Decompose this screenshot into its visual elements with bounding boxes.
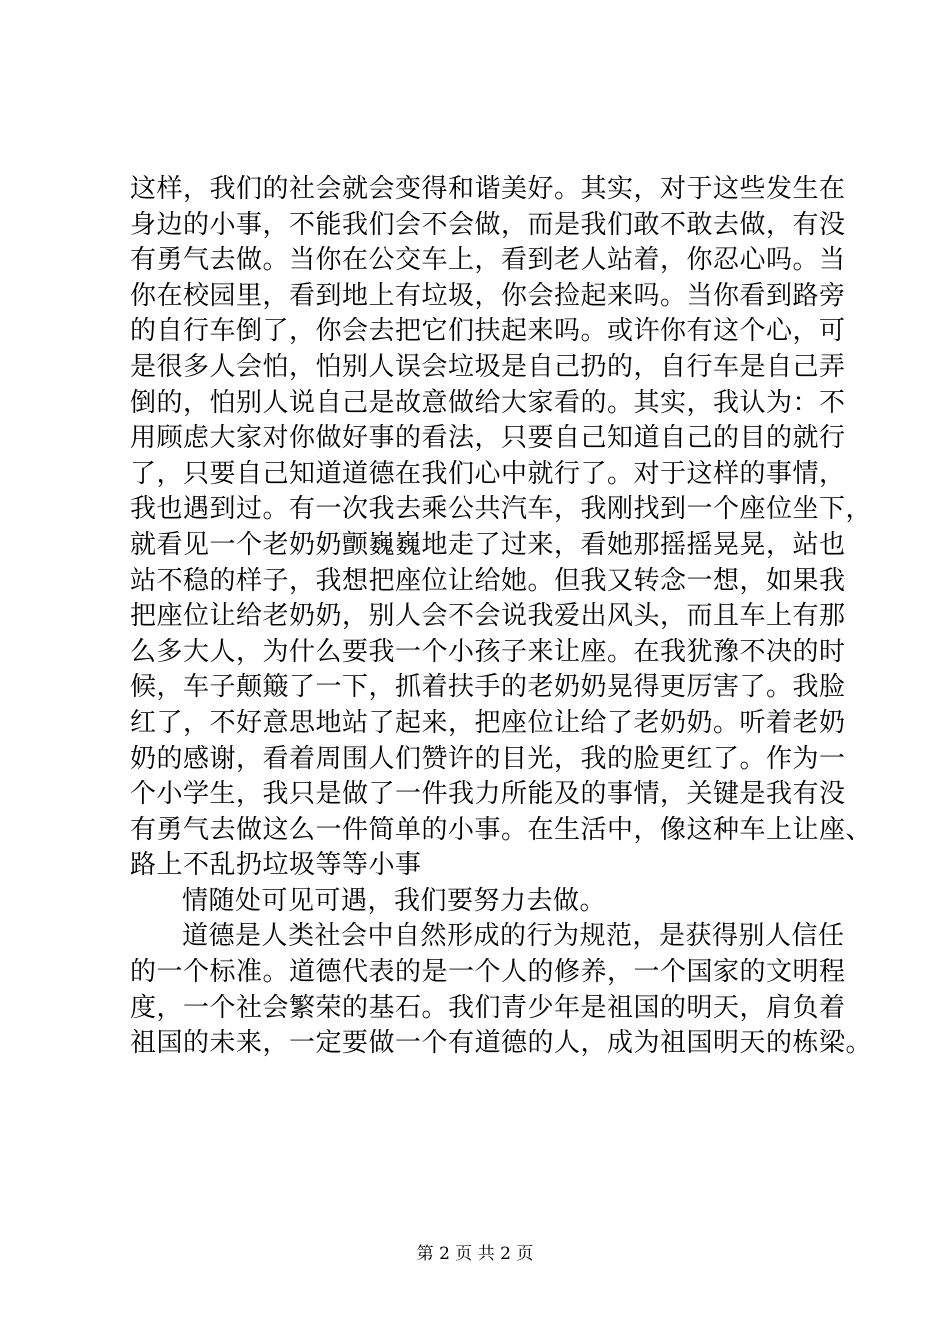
text-line: 你在校园里，看到地上有垃圾，你会捡起来吗。当你看到路旁: [130, 280, 846, 311]
text-line: 度，一个社会繁荣的基石。我们青少年是祖国的明天，肩负着: [130, 992, 846, 1023]
text-line: 奶的感谢，看着周围人们赞许的目光，我的脸更红了。作为一: [130, 743, 846, 774]
document-body: [130, 172, 873, 1062]
text-line: 祖国的未来，一定要做一个有道德的人，成为祖国明天的栋梁。: [130, 1028, 873, 1059]
text-line: 的自行车倒了，你会去把它们扶起来吗。或许你有这个心，可: [130, 316, 846, 347]
text-line: 倒的，怕别人说自己是故意做给大家看的。其实，我认为：不: [130, 387, 846, 418]
text-line: 就看见一个老奶奶颤巍巍地走了过来，看她那摇摇晃晃，站也: [130, 529, 846, 560]
text-line: 红了，不好意思地站了起来，把座位让给了老奶奶。听着老奶: [130, 707, 846, 738]
text-line: 站不稳的样子，我想把座位让给她。但我又转念一想，如果我: [130, 565, 846, 596]
text-line: 有勇气去做这么一件简单的小事。在生活中，像这种车上让座、: [130, 814, 873, 845]
text-line: 把座位让给老奶奶，别人会不会说我爱出风头，而且车上有那: [130, 601, 846, 632]
text-line: 道德是人类社会中自然形成的行为规范，是获得别人信任: [182, 921, 845, 952]
text-line: 身边的小事，不能我们会不会做，而是我们敢不敢去做，有没: [130, 209, 846, 240]
page-footer: 第 2 页 共 2 页: [416, 1244, 534, 1264]
text-line: 情随处可见可遇，我们要努力去做。: [182, 885, 607, 916]
text-line: 了，只要自己知道道德在我们心中就行了。对于这样的事情，: [130, 458, 846, 489]
text-line: 么多大人，为什么要我一个小孩子来让座。在我犹豫不决的时: [130, 636, 846, 667]
text-line: 个小学生，我只是做了一件我力所能及的事情，关键是我有没: [130, 779, 846, 810]
text-line: 我也遇到过。有一次我去乘公共汽车，我刚找到一个座位坐下，: [130, 494, 873, 525]
text-line: 路上不乱扔垃圾等等小事: [130, 850, 422, 881]
text-line: 这样，我们的社会就会变得和谐美好。其实，对于这些发生在: [130, 174, 846, 204]
text-line: 是很多人会怕，怕别人误会垃圾是自己扔的，自行车是自己弄: [130, 351, 846, 382]
text-line: 有勇气去做。当你在公交车上，看到老人站着，你忍心吗。当: [130, 245, 846, 276]
text-line: 候，车子颠簸了一下，抓着扶手的老奶奶晃得更厉害了。我脸: [130, 672, 846, 703]
text-line: 的一个标准。道德代表的是一个人的修养，一个国家的文明程: [130, 957, 846, 988]
text-line: 用顾虑大家对你做好事的看法，只要自己知道自己的目的就行: [130, 423, 846, 454]
